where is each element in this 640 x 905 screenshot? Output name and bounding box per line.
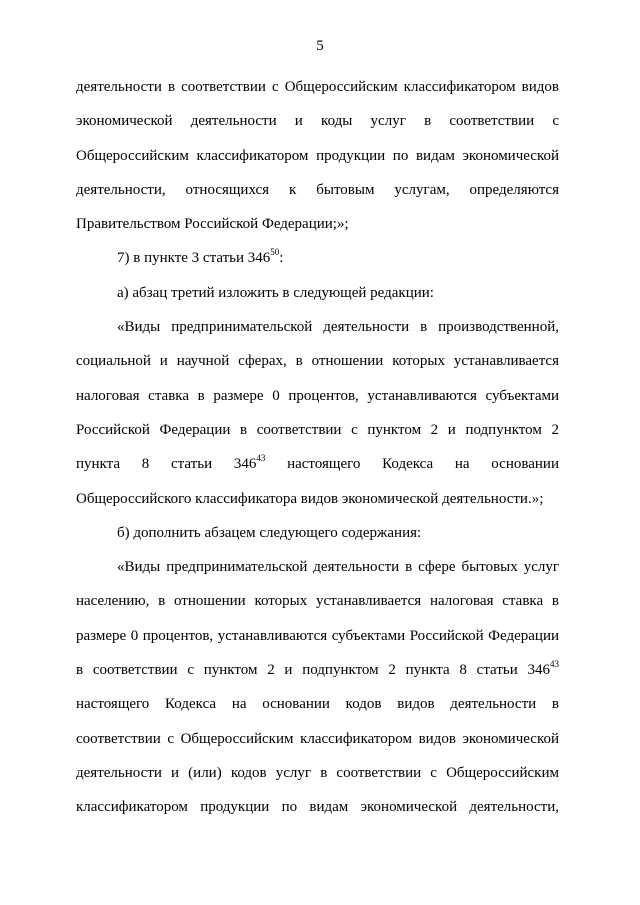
text-line: «Виды предпринимательской деятельности в производственной, — [117, 319, 559, 336]
superscript: 43 — [550, 659, 559, 670]
page-number: 5 — [316, 38, 324, 54]
text-line: деятельности в соответствии с Общероссийским классификатором видов — [76, 79, 559, 95]
text-line: размере 0 процентов, устанавливаются субъектами Российской Федерации — [76, 627, 559, 644]
text-line: Общероссийского классификатора видов экономической деятельности.»; — [76, 490, 544, 507]
text-line: Общероссийским классификатором продукции по видам экономической — [76, 147, 559, 164]
superscript: 43 — [256, 453, 266, 464]
text-line: пункта 8 статьи $346^{43}$ настоящего Кодекса на основании — [76, 453, 559, 473]
text-line: соответствии с Общероссийским классификатором видов экономической — [76, 730, 559, 747]
text-line: Российской Федерации в соответствии с пунктом 2 и подпунктом 2 — [76, 421, 559, 438]
text-line: социальной и научной сферах, в отношении которых устанавливается — [76, 353, 559, 370]
text-line: 7) в пункте 3 статьи $346^{50}$: — [117, 247, 284, 267]
text-line: населению, в отношении которых устанавливается налоговая ставка в — [76, 593, 559, 610]
document-body — [76, 70, 559, 825]
text-line: в соответствии с пунктом 2 и подпунктом 2 пункта 8 статьи $346^{43}$ — [76, 659, 559, 679]
text-line: классификатором продукции по видам экономической деятельности, — [76, 799, 559, 816]
text-line: налоговая ставка в размере 0 процентов, устанавливаются субъектами — [76, 387, 559, 404]
text-line: настоящего Кодекса на основании кодов видов деятельности в — [76, 696, 559, 713]
text-line: деятельности и (или) кодов услуг в соответствии с Общероссийским — [76, 764, 559, 781]
superscript: 50 — [270, 247, 280, 258]
text-line: экономической деятельности и коды услуг в соответствии с — [76, 113, 559, 130]
text-line: «Виды предпринимательской деятельности в сфере бытовых услуг — [117, 559, 559, 576]
text-line: Правительством Российской Федерации;»; — [76, 216, 349, 233]
text-line: а) абзац третий изложить в следующей редакции: — [117, 284, 434, 301]
text-line: б) дополнить абзацем следующего содержания: — [117, 524, 422, 541]
text-line: деятельности, относящихся к бытовым услугам, определяются — [76, 181, 559, 198]
